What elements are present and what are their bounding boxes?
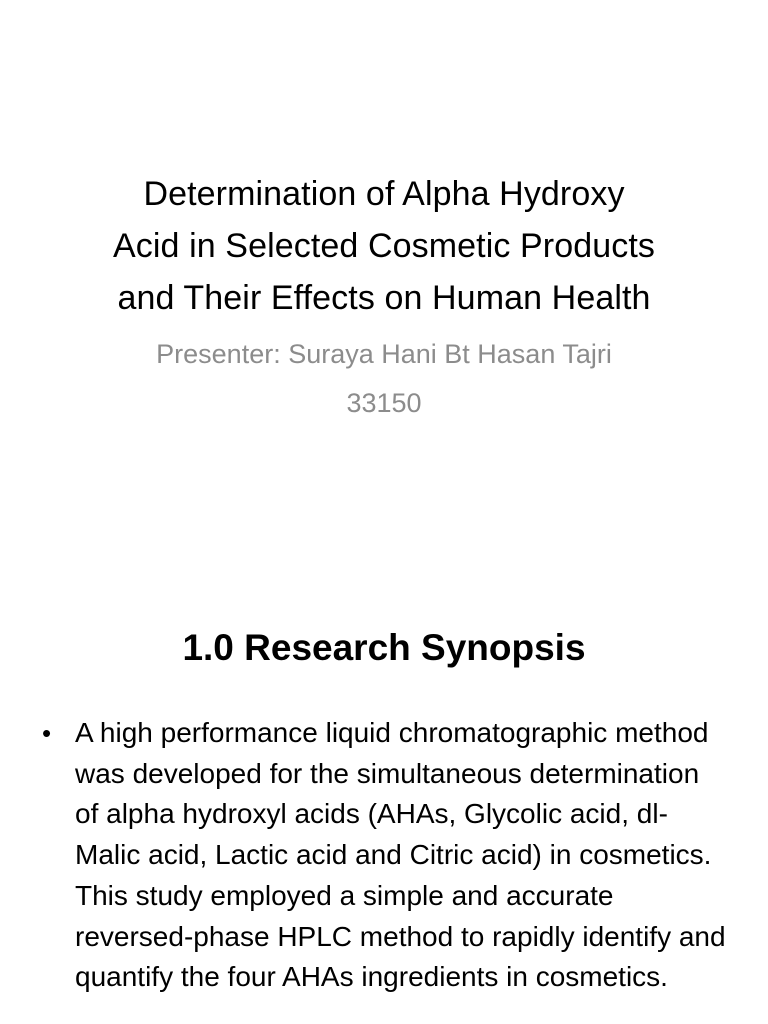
presenter-name: Presenter: Suraya Hani Bt Hasan Tajri <box>156 339 612 369</box>
student-id: 33150 <box>346 388 422 418</box>
bullet-list <box>0 713 768 998</box>
bullet-item <box>0 713 768 998</box>
bullet-marker: • <box>42 718 52 748</box>
title-line: and Their Effects on Human Health <box>117 279 651 317</box>
presentation-title <box>40 168 728 324</box>
title-line: Determination of Alpha Hydroxy <box>143 175 625 213</box>
title-line: Acid in Selected Cosmetic Products <box>113 227 655 265</box>
section-heading: 1.0 Research Synopsis <box>182 627 586 668</box>
content-slide <box>0 576 768 1024</box>
bullet-text: A high performance liquid chromatographic method was developed for the simultaneous determination of alpha hydroxyl acids (AHAs, Glycolic acid, dl-Malic acid, Lactic acid and Citric acid) in cosmetics. This study employed a simple and accurate reversed-phase HPLC method to rapidly identify and quantify the four AHAs ingredients in cosmetics. <box>75 717 726 993</box>
presenter-info <box>40 330 728 428</box>
